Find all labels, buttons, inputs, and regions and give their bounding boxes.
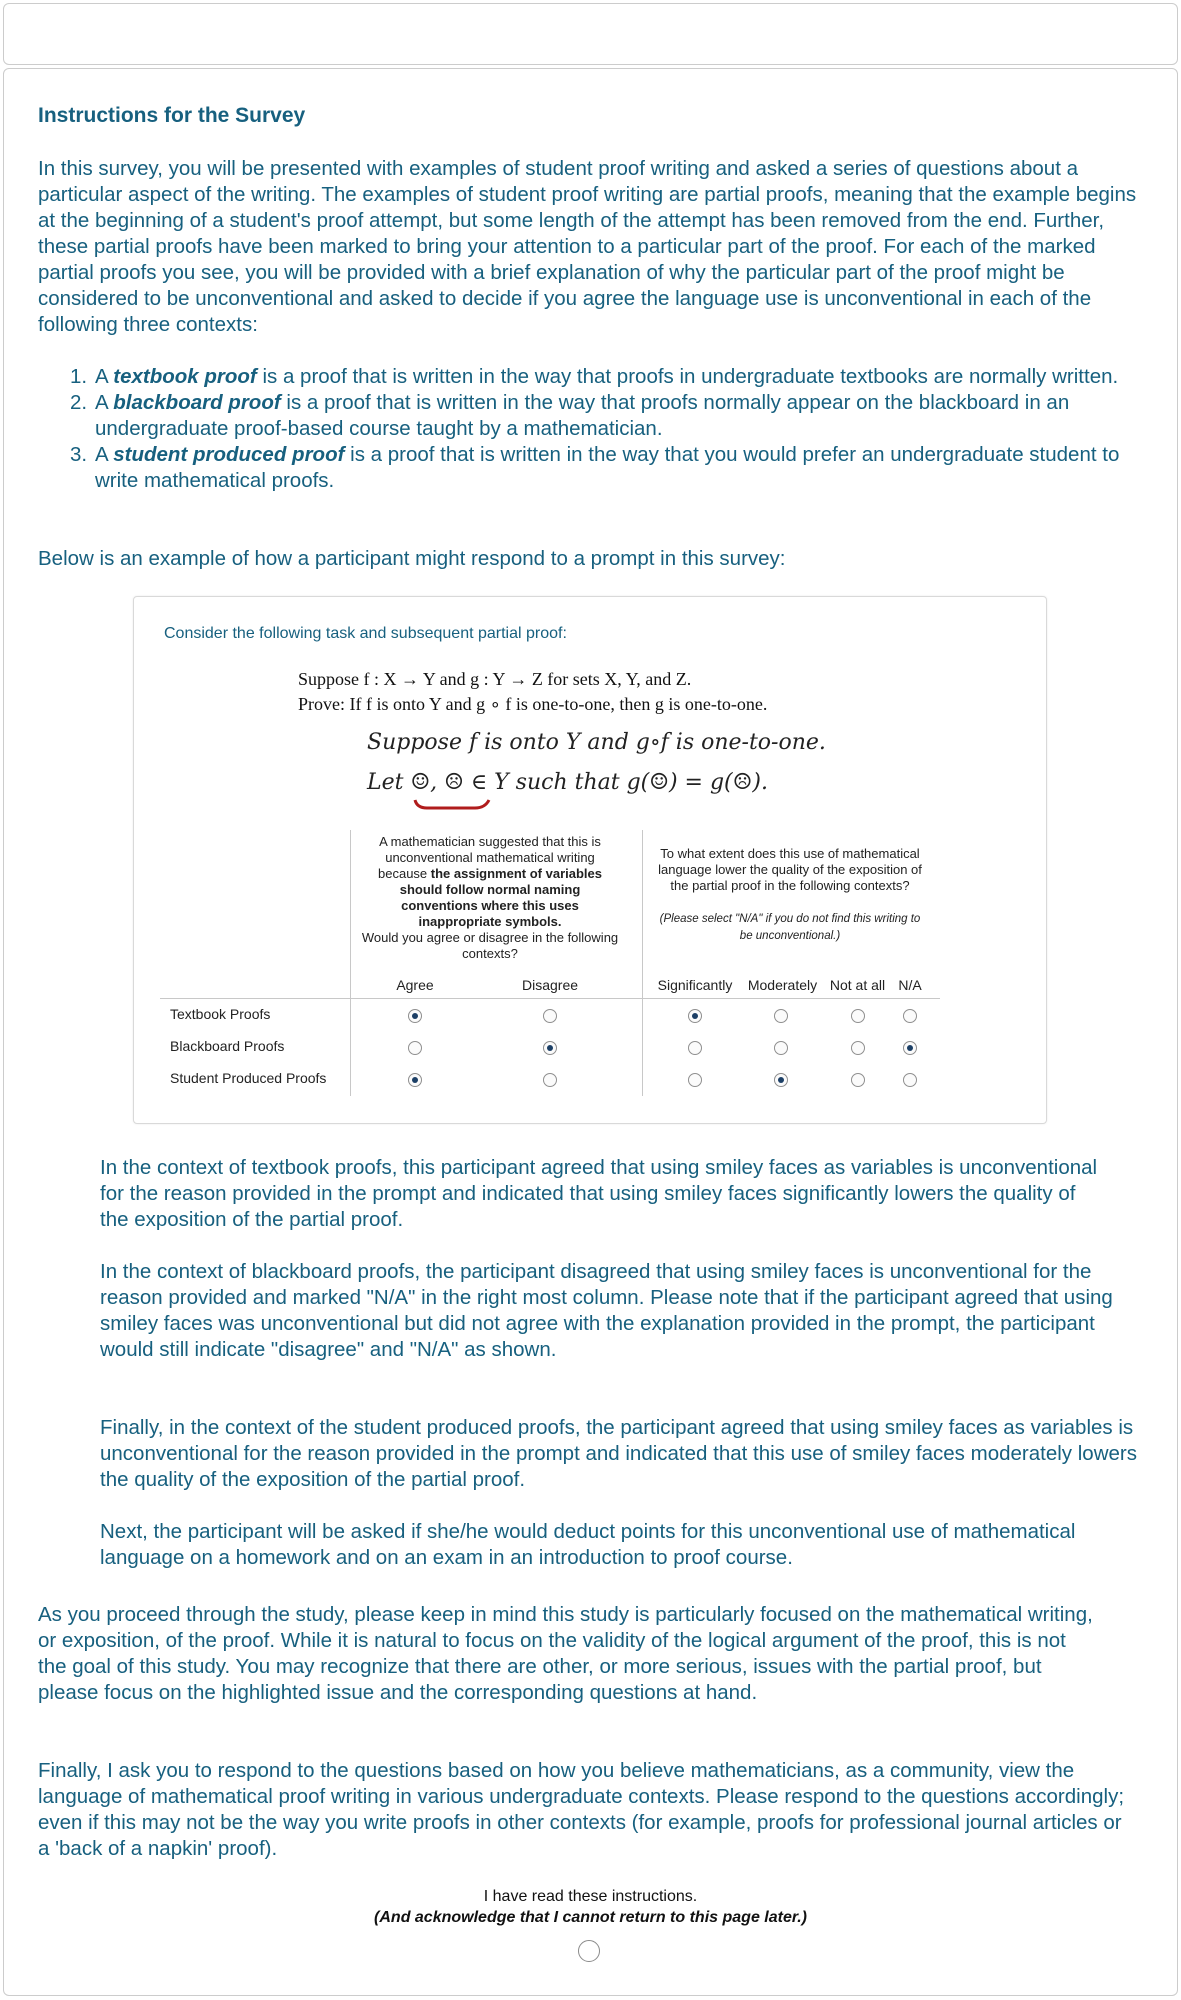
example-radio-significantly	[688, 1041, 702, 1055]
example-radio-agree	[408, 1009, 422, 1023]
handwritten-line-1: Suppose f is onto Y and g∘f is one-to-one.	[367, 730, 826, 755]
highlight-underline-mark	[413, 798, 493, 812]
list-item: 1. A textbook proof is a proof that is written in the way that proofs in undergraduate textbooks are normally written.	[70, 365, 1119, 388]
explanation-textbook: In the context of textbook proofs, this participant agreed that using smiley faces as variables is unconventional for the reason provided in the prompt and indicated that using smiley faces significantly lowers the quality of the exposition of the partial proof.	[100, 1156, 1098, 1231]
example-radio-moderately	[774, 1041, 788, 1055]
term-student-produced-proof: student produced proof	[113, 443, 345, 466]
top-panel	[3, 3, 1178, 65]
example-radio-significantly	[688, 1009, 702, 1023]
focus-note: As you proceed through the study, please keep in mind this study is particularly focused on the mathematical writing, or exposition, of the proof. While it is natural to focus on the validity of the logical argument of the proof, this is not the goal of this study. You may recognize that there are other, or more serious, issues with the partial proof, but please focus on the highlighted issue and the corresponding questions at hand.	[38, 1603, 1093, 1704]
example-radio-disagree	[543, 1073, 557, 1087]
example-radio-moderately	[774, 1073, 788, 1087]
example-radio-not-at-all	[851, 1073, 865, 1087]
contexts-list	[70, 364, 1130, 494]
acknowledge-note: (And acknowledge that I cannot return to this page later.)	[374, 1909, 807, 1926]
example-radio-agree	[408, 1041, 422, 1055]
column-header-significantly: Significantly	[657, 977, 733, 993]
handwritten-line-2: Let ☺, ☹ ∈ Y such that g(☺) = g(☹).	[367, 770, 768, 795]
community-note: Finally, I ask you to respond to the questions based on how you believe mathematicians, as a community, view the language of mathematical proof writing in various undergraduate contexts. Please respond to the questions accordingly; even if this may not be the way you write proofs in other contexts (for example, proofs for professional journal articles or a 'back of a napkin' proof).	[38, 1759, 1125, 1860]
row-label-blackboard: Blackboard Proofs	[170, 1038, 285, 1054]
explanation-student: Finally, in the context of the student produced proofs, the participant agreed that using smiley faces as variables is unconventional for the reason provided in the prompt and indicated that this use of smiley faces moderately lowers the quality of the exposition of the partial proof.	[100, 1416, 1137, 1491]
acknowledge-label: I have read these instructions.	[483, 1888, 698, 1905]
example-radio-disagree	[543, 1009, 557, 1023]
example-radio-n-a	[903, 1009, 917, 1023]
explanation-blackboard: In the context of blackboard proofs, the participant disagreed that using smiley faces is unconventional for the reason provided and marked "N/A" in the right most column. Please note that if the participant agreed that using smiley faces was unconventional but did not agree with the explanation provided in the prompt, the participant would still indicate "disagree" and "N/A" as shown.	[100, 1260, 1113, 1361]
example-radio-agree	[408, 1073, 422, 1087]
divider	[642, 830, 643, 1096]
task-line: Suppose f : X → Y and g : Y → Z for sets X, Y, and Z.	[298, 669, 692, 689]
example-radio-not-at-all	[851, 1009, 865, 1023]
page-title: Instructions for the Survey	[38, 104, 306, 127]
prove-line: Prove: If f is onto Y and g ∘ f is one-to-one, then g is one-to-one.	[298, 694, 768, 714]
column-header-moderately: Moderately	[747, 977, 818, 993]
example-radio-moderately	[774, 1009, 788, 1023]
proof-image	[295, 664, 885, 814]
row-label-student: Student Produced Proofs	[170, 1070, 327, 1086]
example-radio-disagree	[543, 1041, 557, 1055]
column-header-agree: Agree	[396, 977, 434, 993]
term-textbook-proof: textbook proof	[113, 365, 257, 388]
na-note: (Please select "N/A" if you do not find this writing to be unconventional.)	[659, 913, 921, 942]
divider	[350, 830, 351, 1096]
explanation-next: Next, the participant will be asked if she/he would deduct points for this unconventional use of mathematical language on a homework and on an exam in an introduction to proof course.	[100, 1520, 1076, 1569]
list-item: 3. A student produced proof is a proof that is written in the way that you would prefer an undergraduate student to write mathematical proofs.	[70, 443, 1120, 492]
example-radio-significantly	[688, 1073, 702, 1087]
column-header-not-at-all: Not at all	[829, 977, 886, 993]
list-item: 2. A blackboard proof is a proof that is written in the way that proofs normally appear on the blackboard in an undergraduate proof-based course taught by a mathematician.	[70, 391, 1070, 440]
column-header-na: N/A	[898, 977, 922, 993]
row-label-textbook: Textbook Proofs	[170, 1006, 271, 1022]
example-radio-n-a	[903, 1073, 917, 1087]
divider	[160, 998, 940, 999]
column-header-disagree: Disagree	[521, 977, 579, 993]
intro-paragraph: In this survey, you will be presented with examples of student proof writing and asked a series of questions about a particular aspect of the writing. The examples of student proof writing are partial proofs, meaning that the example begins at the beginning of a student's proof attempt, but some length of the attempt has been removed from the end. Further, these partial proofs have been marked to bring your attention to a particular part of the proof. For each of the marked partial proofs you see, you will be provided with a brief explanation of why the particular part of the proof might be considered to be unconventional and asked to decide if you agree the language use is unconventional in each of the following three contexts:	[38, 157, 1137, 336]
acknowledge-radio[interactable]	[578, 1940, 600, 1962]
example-radio-not-at-all	[851, 1041, 865, 1055]
term-blackboard-proof: blackboard proof	[113, 391, 281, 414]
example-title: Consider the following task and subsequent partial proof:	[164, 625, 567, 642]
example-intro: Below is an example of how a participant might respond to a prompt in this survey:	[38, 547, 786, 570]
extent-prompt: To what extent does this use of mathematical language lower the quality of the exposition of the partial proof in the following contexts? (Please select "N/A" if you do not find this writing to be unconventional.)	[658, 846, 922, 942]
example-radio-n-a	[903, 1041, 917, 1055]
agreement-prompt: A mathematician suggested that this is unconventional mathematical writing because the assignment of variables should follow normal naming conventions where this uses inappropriate symbols. Would you agree or disagree in the following contexts?	[361, 834, 619, 961]
